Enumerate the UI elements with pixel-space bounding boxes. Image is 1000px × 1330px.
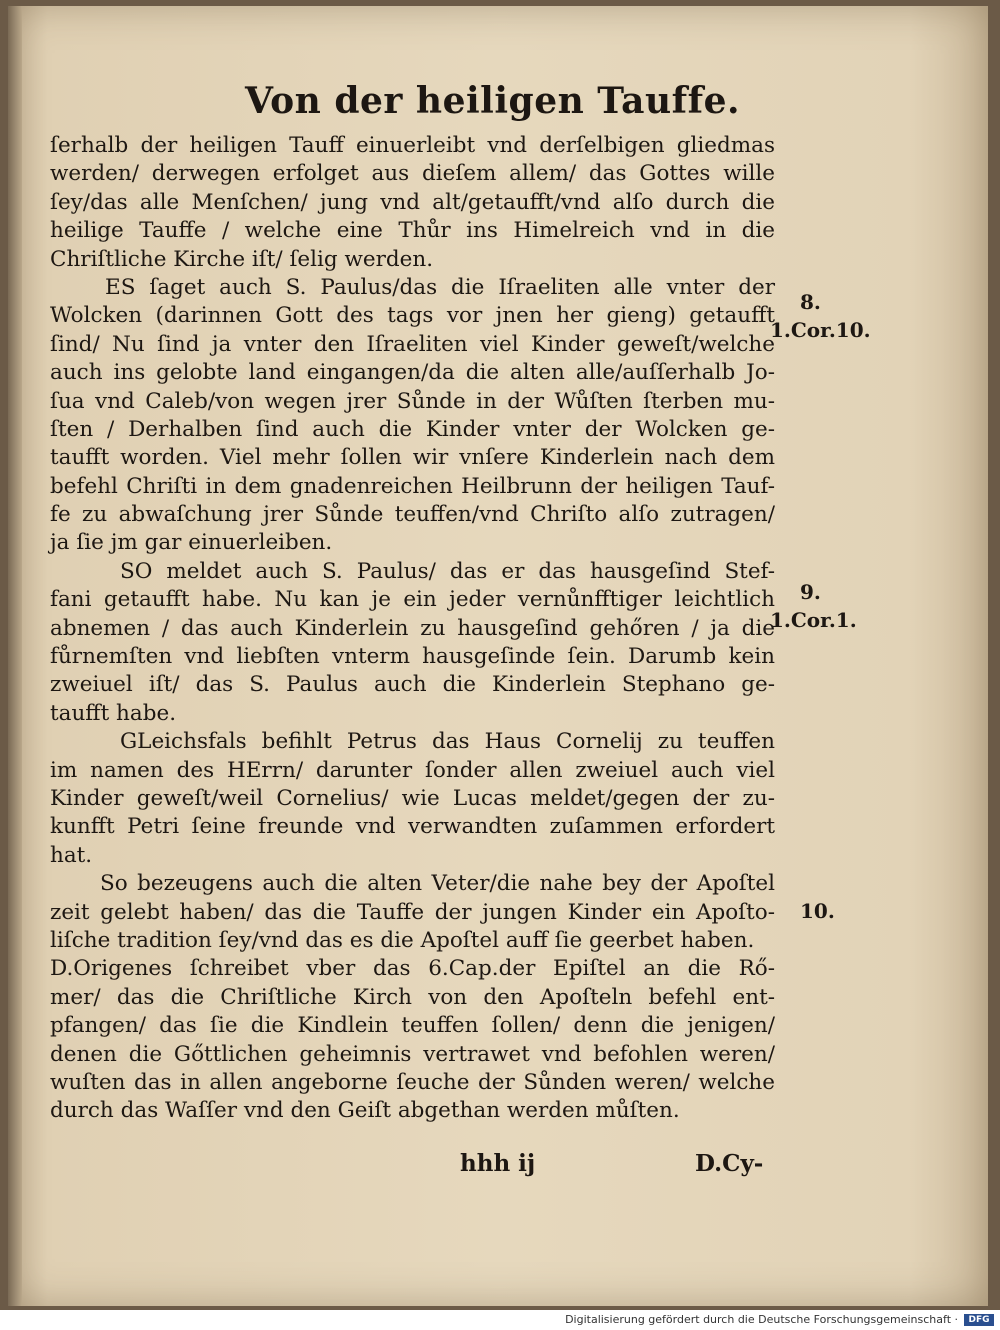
text-line: ſerhalb der heiligen Tauff einuerleibt vnd derſelbigen gliedmas <box>50 133 775 158</box>
text-line: wuſten das in allen angeborne ſeuche der Sůnden weren/ welche <box>50 1069 775 1095</box>
text-line: werden/ derwegen erfolget aus dieſem allem/ das Gottes wille <box>50 161 775 187</box>
text-line: durch das Waſſer vnd den Geiſt abgethan werden můſten. <box>50 1098 680 1124</box>
text-line: fůrnemſten vnd liebſten vnterm hausgeſinde ſein. Darumb kein <box>50 644 775 670</box>
dfg-logo: DFG <box>964 1314 994 1326</box>
margin-note-8 <box>770 288 880 345</box>
text-line: zweiuel iſt/ das S. Paulus auch die Kinderlein Stephano ge- <box>50 672 775 698</box>
text-line: abnemen / das auch Kinderlein zu hausgeſind gehőren / ja die <box>50 615 775 641</box>
funding-credit: Digitalisierung gefördert durch die Deutsche Forschungsgemeinschaft · <box>565 1313 958 1326</box>
text-line: Chriſtliche Kirche iſt/ ſelig werden. <box>50 246 434 272</box>
text-line: Wolcken (darinnen Gott des tags vor jnen her gieng) getaufft <box>50 303 775 329</box>
text-line: pfangen/ das ſie die Kindlein teuffen ſollen/ denn die jenigen/ <box>50 1013 775 1039</box>
text-line: denen die Gőttlichen geheimnis vertrawet vnd befohlen weren/ <box>50 1041 775 1067</box>
text-line: im namen des HErrn/ darunter ſonder allen zweiuel auch viel <box>50 757 775 783</box>
text-line: ſten / Derhalben ſind auch die Kinder vnter der Wolcken ge- <box>50 416 775 442</box>
text-line: So bezeugens auch die alten Veter/die nahe bey der Apoſtel <box>100 871 775 897</box>
page-body <box>50 132 775 1126</box>
text-line: heilige Tauffe / welche eine Thůr ins Himelreich vnd in die <box>50 218 775 244</box>
footer-bar <box>0 1310 1000 1330</box>
margin-note-10 <box>770 897 880 925</box>
text-line: hat. <box>50 842 93 868</box>
page-gutter <box>8 6 22 1306</box>
text-line: SO meldet auch S. Paulus/ das er das hausgeſind Stef- <box>120 558 775 584</box>
text-line: taufft habe. <box>50 700 177 726</box>
text-line: ſua vnd Caleb/von wegen jrer Sůnde in der Wůſten ſterben mu- <box>50 388 775 414</box>
margin-note-reference: 1.Cor.10. <box>770 318 871 343</box>
text-line: ja ſie jm gar einuerleiben. <box>50 530 333 556</box>
text-line: GLeichsfals befihlt Petrus das Haus Cornelij zu teuffen <box>120 729 775 755</box>
text-line: Kinder geweſt/weil Cornelius/ wie Lucas meldet/gegen der zu- <box>50 785 775 811</box>
text-line: zeit gelebt haben/ das die Tauffe der jungen Kinder ein Apoſto- <box>50 899 775 925</box>
text-line: fani getaufft habe. Nu kan je ein jeder vernůnfftiger leichtlich <box>50 587 775 613</box>
text-line: kunfft Petri ſeine freunde vnd verwandten zuſammen erfordert <box>50 814 775 840</box>
text-line: befehl Chriſti in dem gnadenreichen Heilbrunn der heiligen Tauf- <box>50 473 775 499</box>
text-line: mer/ das die Chriſtliche Kirch von den Apoſteln befehl ent- <box>50 984 775 1010</box>
catchword: D.Cy- <box>695 1150 764 1177</box>
text-line: ES ſaget auch S. Paulus/das die Iſraeliten alle vnter der <box>105 274 775 300</box>
text-line: auch ins gelobte land eingangen/da die alten alle/auſſerhalb Jo- <box>50 360 775 386</box>
text-line: fe zu abwaſchung jrer Sůnde teuffen/vnd Chriſto alſo zutragen/ <box>50 502 775 528</box>
signature-mark: hhh ij <box>460 1150 536 1177</box>
margin-note-9 <box>770 578 880 635</box>
margin-note-reference: 1.Cor.1. <box>770 608 857 633</box>
margin-note-number: 8. <box>800 290 821 314</box>
running-head: Von der heiligen Tauffe. <box>245 80 741 122</box>
text-line: ſind/ Nu ſind ja vnter den Iſraeliten viel Kinder geweſt/welche <box>50 331 775 357</box>
text-line: taufft worden. Viel mehr ſollen wir vnſere Kinderlein nach dem <box>50 445 775 471</box>
margin-note-number: 9. <box>800 580 821 604</box>
text-line: D.Origenes ſchreibet vber das 6.Cap.der Epiſtel an die Rő- <box>50 956 775 982</box>
text-line: liſche tradition ſey/vnd das es die Apoſtel auff ſie geerbet haben. <box>50 927 755 953</box>
margin-note-number: 10. <box>800 899 835 923</box>
text-line: ſey/das alle Menſchen/ jung vnd alt/getaufft/vnd alſo durch die <box>50 189 775 215</box>
